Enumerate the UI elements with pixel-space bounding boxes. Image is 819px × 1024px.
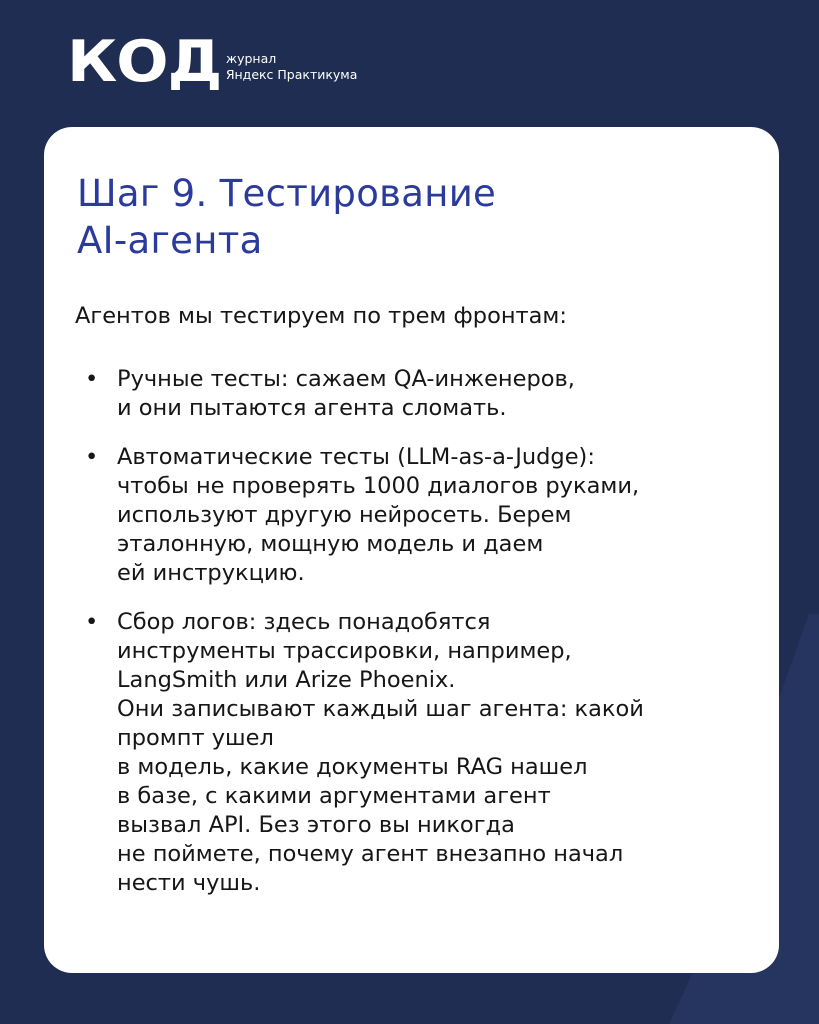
intro-text: Агентов мы тестируем по трем фронтам:	[75, 303, 567, 329]
bullet-3-line-6: в модель, какие документы RAG нашел	[117, 754, 588, 780]
logo-subtitle-line-2: Яндекс Практикума	[225, 66, 358, 82]
logo-subtitle	[226, 43, 358, 83]
bullet-3-line-10: нести чушь.	[117, 870, 261, 896]
bullet-2-line-3: используют другую нейросеть. Берем	[117, 502, 572, 528]
bullet-3-line-9: не поймете, почему агент внезапно начал	[117, 841, 624, 867]
logo-subtitle-line-1: журнал	[225, 50, 277, 66]
bullet-3-line-1: Сбор логов: здесь понадобятся	[117, 609, 491, 635]
content-card	[44, 127, 779, 973]
title-line-1: Шаг 9. Тестирование	[77, 172, 497, 215]
bullet-icon: •	[85, 609, 99, 635]
bullet-3-line-7: в базе, с какими аргументами агент	[117, 783, 551, 809]
bullet-icon: •	[85, 366, 99, 392]
bullet-2-line-1: Автоматические тесты (LLM-as-a-Judge):	[117, 444, 595, 470]
list-item	[75, 365, 765, 423]
bullet-2-line-5: ей инструкцию.	[117, 560, 305, 586]
bullet-icon: •	[85, 444, 99, 470]
bullet-2-line-2: чтобы не проверять 1000 диалогов руками,	[117, 473, 640, 499]
bullet-3-line-5: промпт ушел	[117, 725, 274, 751]
bullet-1-line-1: Ручные тесты: сажаем QA-инженеров,	[117, 366, 575, 392]
list-item	[75, 608, 765, 898]
bullet-3-line-8: вызвал API. Без этого вы никогда	[117, 812, 515, 838]
logo: КОД	[67, 29, 222, 95]
bullet-3-line-2: инструменты трассировки, например,	[117, 638, 572, 664]
list-item	[75, 443, 765, 588]
title-line-2: AI-агента	[77, 219, 263, 262]
bullet-1-line-2: и они пытаются агента сломать.	[117, 395, 507, 421]
page-title	[77, 170, 496, 264]
bullet-3-line-4: Они записывают каждый шаг агента: какой	[117, 696, 644, 722]
bullet-2-line-4: эталонную, мощную модель и даем	[117, 531, 544, 557]
bullet-3-line-3: LangSmith или Arize Phoenix.	[117, 667, 456, 693]
bullet-list	[75, 365, 765, 918]
header	[67, 29, 358, 95]
